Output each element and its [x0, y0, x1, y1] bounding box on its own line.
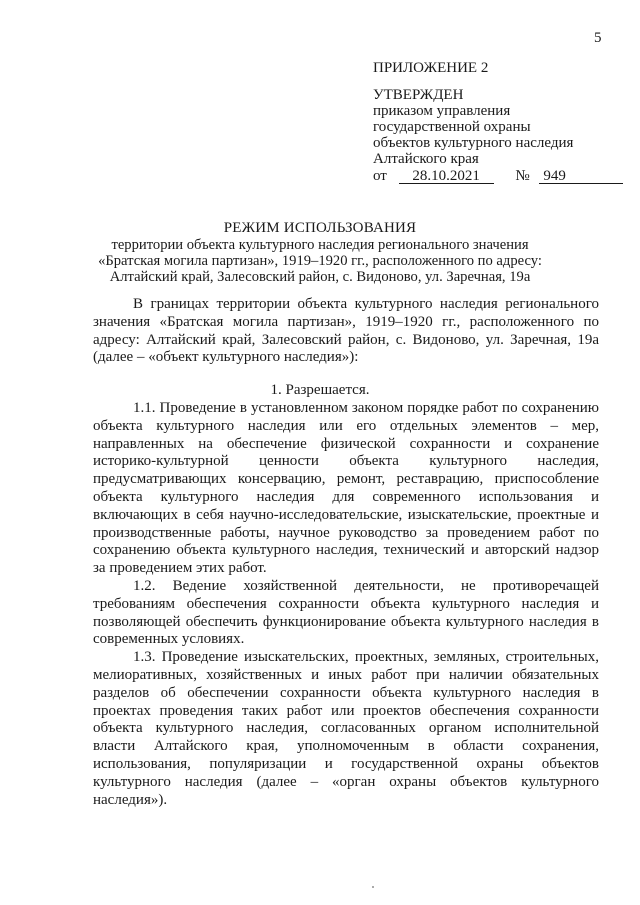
- intro-block: [93, 296, 599, 367]
- scan-speck: [372, 886, 374, 888]
- document-heading: [0, 220, 640, 285]
- order-number: 949: [539, 169, 623, 184]
- approval-line: объектов культурного наследия: [373, 135, 574, 151]
- subtitle-line: «Братская могила партизан», 1919–1920 гг., расположенного по адресу:: [98, 253, 542, 269]
- approval-line: приказом управления: [373, 103, 511, 119]
- approval-line: государственной охраны: [373, 119, 531, 135]
- document-title: РЕЖИМ ИСПОЛЬЗОВАНИЯ: [223, 220, 417, 236]
- order-date-number: [373, 168, 623, 184]
- subtitle-line: Алтайский край, Залесовский район, с. Видоново, ул. Заречная, 19а: [109, 269, 531, 285]
- date-prefix: от: [373, 168, 387, 184]
- clauses-block: [93, 400, 599, 809]
- appendix-label: ПРИЛОЖЕНИЕ 2: [373, 60, 489, 76]
- number-prefix: №: [515, 168, 530, 184]
- page-number: 5: [594, 30, 602, 46]
- approval-line: Алтайского края: [373, 151, 479, 167]
- clause-1-2: 1.2. Ведение хозяйственной деятельности, не противоречащей требованиям обеспечения сохранности объекта культурного наследия и позволяющей обеспечить функционирование объекта культурного наследия в современных условиях.: [93, 577, 599, 648]
- clause-1-3: 1.3. Проведение изыскательских, проектных, земляных, строительных, мелиоративных, хозяйственных и иных работ при наличии обязательных разделов об обеспечении сохранности объекта культурного наследия в проектах проведения таких работ или проектов обеспечения сохранности объекта культурного наследия, согласованных органом исполнительной власти Алтайского края, уполномоченным в области сохранения, использования, популяризации и государственной охраны объектов культурного наследия (далее – «орган охраны объектов культурного наследия»).: [93, 649, 599, 808]
- order-date: 28.10.2021: [399, 169, 494, 184]
- intro-paragraph: В границах территории объекта культурного наследия регионального значения «Братская могила партизан», 1919–1920 гг., расположенного по адресу: Алтайский край, Залесовский район, с. Видоново, ул. Заречная, 19а (далее – «объект культурного наследия»):: [93, 296, 599, 366]
- approval-block: [373, 60, 623, 184]
- approved-label: УТВЕРЖДЕН: [373, 87, 464, 103]
- clause-1-1: 1.1. Проведение в установленном законом порядке работ по сохранению объекта культурного наследия или его отдельных элементов – мер, направленных на обеспечение физической сохранности и сохранение историко-культурной ценности объекта культурного наследия, предусматривающих консервацию, ремонт, реставрацию, приспособление объекта культурного наследия для современного использования и включающих в себя научно-исследовательские, изыскательские, проектные и производственные работы, научное руководство за проведением работ по сохранению объекта культурного наследия, технический и авторский надзор за проведением этих работ.: [93, 400, 599, 577]
- subtitle-line: территории объекта культурного наследия регионального значения: [111, 237, 529, 253]
- section-title: 1. Разрешается.: [270, 382, 370, 398]
